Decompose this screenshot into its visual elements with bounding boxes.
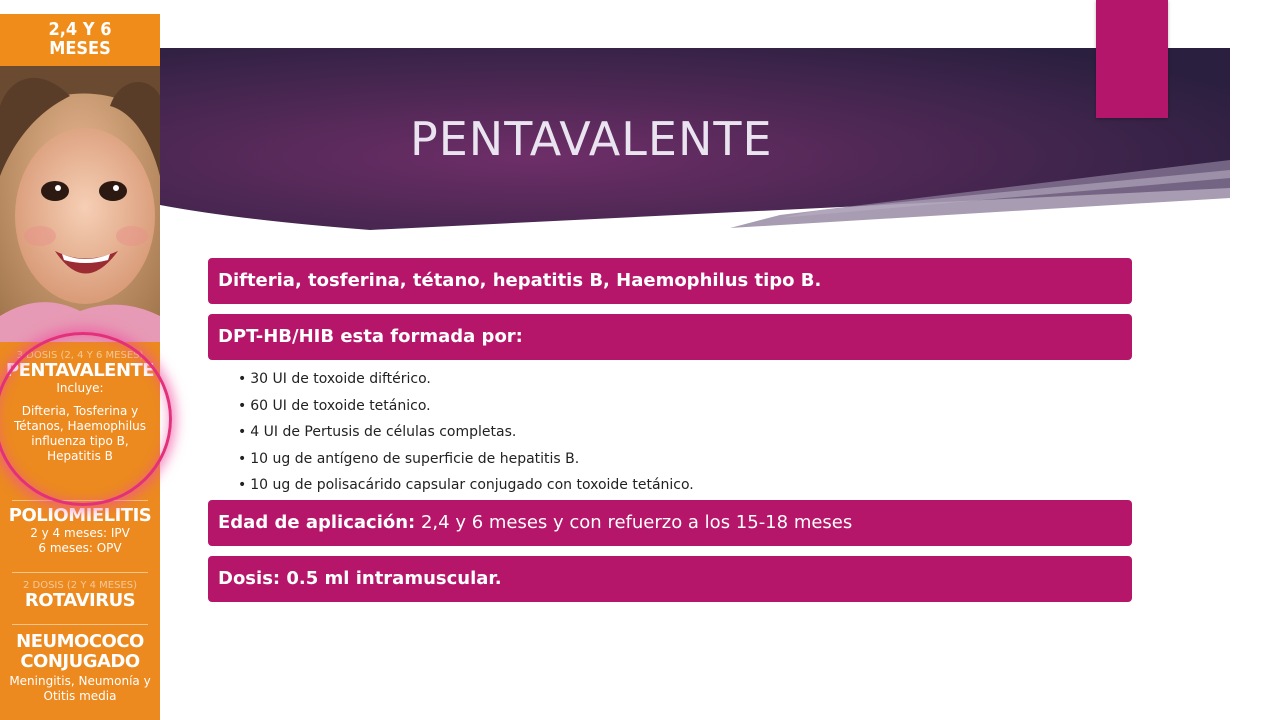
divider xyxy=(12,624,148,625)
age-bar xyxy=(208,500,1132,546)
pentavalente-desc: Difteria, Tosferina y Tétanos, Haemophilus influenza tipo B, Hepatitis B xyxy=(13,404,147,463)
highlight-circle xyxy=(0,332,172,506)
schedule-header-line1: 2,4 Y 6 xyxy=(48,19,112,40)
polio-section xyxy=(0,506,160,556)
diseases-text: Difteria, tosferina, tétano, hepatitis B, Haemophilus tipo B. xyxy=(218,270,822,291)
list-item: • 10 ug de polisacárido capsular conjugado con toxoide tetánico. xyxy=(238,472,694,499)
dose-bar xyxy=(208,556,1132,602)
polio-label: POLIOMIELITIS xyxy=(8,505,152,526)
neumococo-label-1: NEUMOCOCO xyxy=(16,631,144,652)
pentavalente-includes: Incluye: xyxy=(56,381,104,395)
age-label: Edad de aplicación: xyxy=(218,512,416,533)
list-item: • 4 UI de Pertusis de células completas. xyxy=(238,419,694,446)
list-item: • 10 ug de antígeno de superficie de hepatitis B. xyxy=(238,446,694,473)
pentavalente-doses: 3 DOSIS (2, 4 Y 6 MESES) xyxy=(16,350,144,361)
rotavirus-doses: 2 DOSIS (2 Y 4 MESES) xyxy=(22,580,138,591)
divider xyxy=(12,572,148,573)
composition-heading: DPT-HB/HIB esta formada por: xyxy=(218,326,523,347)
composition-bar xyxy=(208,314,1132,360)
list-item: • 60 UI de toxoide tetánico. xyxy=(238,393,694,420)
polio-line1: 2 y 4 meses: IPV xyxy=(30,526,130,540)
schedule-header-line2: MESES xyxy=(49,38,111,59)
schedule-header xyxy=(0,14,160,66)
neumococo-desc: Meningitis, Neumonía y Otitis media xyxy=(9,674,151,703)
neumococo-section xyxy=(0,632,160,704)
rotavirus-section xyxy=(0,580,160,611)
diseases-bar xyxy=(208,258,1132,304)
pentavalente-label: PENTAVALENTE xyxy=(5,360,155,381)
list-item: • 30 UI de toxoide diftérico. xyxy=(238,366,694,393)
baby-photo xyxy=(0,66,160,342)
corner-tab xyxy=(1096,0,1168,118)
dose-text: Dosis: 0.5 ml intramuscular. xyxy=(218,568,502,589)
rotavirus-label: ROTAVIRUS xyxy=(24,590,136,611)
age-value: 2,4 y 6 meses y con refuerzo a los 15-18 meses xyxy=(415,512,853,533)
neumococo-label-2: CONJUGADO xyxy=(20,651,140,672)
polio-line2: 6 meses: OPV xyxy=(38,541,122,555)
slide-title: PENTAVALENTE xyxy=(410,112,773,166)
composition-list xyxy=(238,366,694,499)
